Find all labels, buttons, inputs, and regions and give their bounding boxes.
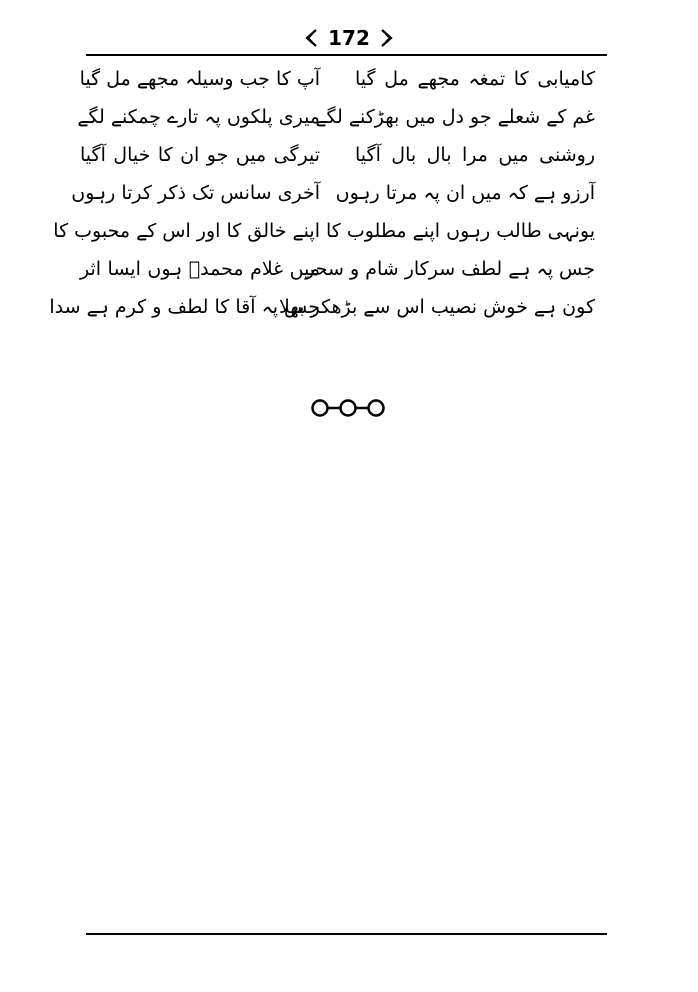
verse-line: جس پہ ہے لطف سرکار شام و سحر bbox=[305, 258, 595, 280]
page-number: 172 bbox=[328, 26, 370, 50]
verse-line: اپنے خالق کا اور اس کے محبوب کا bbox=[53, 220, 320, 242]
page-number-box bbox=[300, 24, 398, 54]
verse-line: میری پلکوں پہ تارے چمکنے لگے bbox=[77, 106, 320, 128]
page-header bbox=[0, 24, 698, 58]
verse-line: آخری سانس تک ذکر کرتا رہوں bbox=[71, 182, 320, 204]
verse-line: جس پہ آقا کا لطف و کرم ہے سدا bbox=[49, 296, 320, 318]
verse-line: تیرگی میں جو ان کا خیال آگیا bbox=[80, 144, 320, 166]
right-ornament-icon bbox=[380, 28, 394, 48]
verse-line: کون ہے خوش نصیب اس سے بڑھکر بھلا bbox=[279, 296, 595, 318]
verse-line: روشنی میں مرا بال بال آگیا bbox=[355, 144, 595, 166]
verse-line: میں غلام محمدؐ ہوں ایسا اثر bbox=[80, 258, 320, 280]
verse-line: آپ کا جب وسیلہ مجھے مل گیا bbox=[79, 68, 320, 90]
verse-line: کامیابی کا تمغہ مجھے مل گیا bbox=[355, 68, 595, 90]
poem-column-right bbox=[279, 60, 595, 326]
footer-rule bbox=[86, 933, 607, 935]
verse-line: آرزو ہے کہ میں ان پہ مرتا رہوں bbox=[335, 182, 595, 204]
poem-column-left bbox=[49, 60, 320, 326]
section-end-ornament-icon bbox=[308, 397, 388, 419]
verse-line: یونہی طالب رہوں اپنے مطلوب کا bbox=[325, 220, 595, 242]
verse-line: غم کے شعلے جو دل میں بھڑکنے لگے bbox=[315, 106, 595, 128]
header-rule bbox=[86, 54, 607, 56]
poem bbox=[49, 60, 610, 350]
left-ornament-icon bbox=[304, 28, 318, 48]
